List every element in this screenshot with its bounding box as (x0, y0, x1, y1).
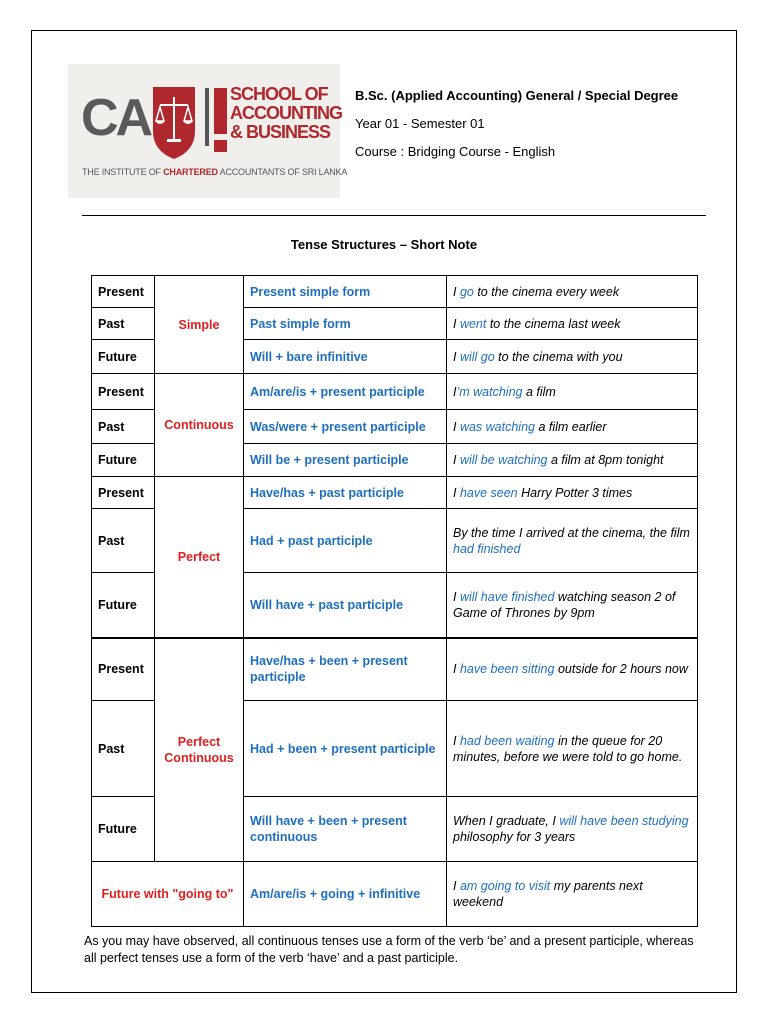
year-semester: Year 01 - Semester 01 (355, 116, 485, 131)
example-verb: will go (459, 349, 495, 364)
tense-table (91, 275, 698, 927)
example-text: in the queue for 20 minutes, before we were told to go home. (453, 733, 683, 764)
example-text: I (453, 879, 460, 893)
table-row (92, 276, 698, 308)
logo-divider (205, 88, 209, 146)
example-text: I (453, 733, 460, 748)
logo-tagline-post: ACCOUNTANTS OF SRI LANKA (217, 167, 348, 177)
form-cell: Am/are/is + present participle (244, 374, 447, 410)
form-cell: Will be + present participle (244, 444, 447, 477)
tense-cell: Present (92, 477, 155, 509)
example-cell (447, 276, 698, 308)
header-rule (82, 215, 706, 216)
example-text: By the time I arrived at the cinema, the film (453, 525, 690, 540)
example-text: a film at 8pm tonight (547, 453, 664, 467)
institute-logo (68, 64, 348, 198)
example-cell (447, 701, 698, 797)
example-text: a film earlier (535, 419, 607, 434)
example-cell (447, 797, 698, 862)
example-text: I (453, 419, 460, 434)
example-verb: go (459, 284, 474, 299)
example-text: watching season 2 of Game of Thrones by 9pm (453, 589, 676, 620)
example-cell (447, 410, 698, 444)
logo-tagline-highlight: CHARTERED (163, 167, 218, 177)
logo-tagline (82, 167, 347, 177)
example-text: my parents next weekend (453, 879, 643, 909)
example-cell (447, 444, 698, 477)
tense-cell: Present (92, 374, 155, 410)
example-text: I (453, 662, 460, 677)
example-text: I (453, 453, 460, 467)
form-cell: Am/are/is + going + infinitive (244, 862, 447, 927)
footer-note: As you may have observed, all continuous tenses use a form of the verb ‘be’ and a present participle, whereas all perfect tenses use a form of the verb ‘have’ and a past participle. (84, 934, 694, 965)
form-cell: Had + been + present participle (244, 701, 447, 797)
group-continuous: Continuous (155, 374, 244, 477)
tense-cell: Past (92, 701, 155, 797)
example-cell (447, 509, 698, 573)
logo-school-name (230, 85, 342, 142)
tense-cell: Past (92, 509, 155, 573)
form-cell: Present simple form (244, 276, 447, 308)
example-text: a film (522, 384, 556, 399)
logo-tagline-pre: THE INSTITUTE OF (82, 167, 164, 177)
example-cell (447, 573, 698, 638)
form-cell: Have/has + been + present participle (244, 638, 447, 701)
example-text: I (453, 485, 460, 500)
example-verb: was watching (459, 419, 535, 434)
tense-cell: Future (92, 573, 155, 638)
group-perfect: Perfect (155, 477, 244, 638)
example-text: I (453, 589, 460, 604)
example-text: Harry Potter 3 times (517, 485, 633, 500)
example-cell (447, 308, 698, 340)
example-text: philosophy for 3 years (453, 830, 576, 844)
example-text: I (453, 284, 460, 299)
example-text: I (453, 316, 460, 331)
example-text: When I graduate, I (453, 814, 560, 828)
group-perfect-continuous (155, 638, 244, 862)
tense-cell: Past (92, 308, 155, 340)
table-row (92, 862, 698, 927)
example-verb: have been sitting (459, 662, 555, 677)
group-simple: Simple (155, 276, 244, 374)
logo-school-line-1: SCHOOL OF (230, 84, 328, 104)
example-text: to the cinema with you (494, 349, 623, 364)
tense-cell: Future (92, 444, 155, 477)
example-cell (447, 638, 698, 701)
tense-cell: Future (92, 797, 155, 862)
example-verb: had finished (453, 541, 521, 556)
example-cell (447, 340, 698, 374)
tense-cell: Past (92, 410, 155, 444)
form-cell: Past simple form (244, 308, 447, 340)
degree-title: B.Sc. (Applied Accounting) General / Special Degree (355, 88, 679, 103)
example-text: outside for 2 hours now (554, 662, 688, 677)
form-cell: Had + past participle (244, 509, 447, 573)
example-cell (447, 374, 698, 410)
logo-ca-mark: CA (81, 89, 151, 147)
example-text: I (453, 349, 460, 364)
example-verb: had been waiting (459, 733, 555, 748)
form-cell: Will have + been + present continuous (244, 797, 447, 862)
logo-exclamation-dot (214, 140, 227, 152)
example-cell (447, 477, 698, 509)
example-cell (447, 862, 698, 927)
tense-cell: Present (92, 638, 155, 701)
tense-cell: Future (92, 340, 155, 374)
form-cell: Will have + past participle (244, 573, 447, 638)
group-perfect-continuous-line-1: Perfect (177, 734, 221, 749)
group-future-going-to: Future with "going to" (92, 862, 244, 927)
course-name: Course : Bridging Course - English (355, 144, 556, 159)
form-cell: Was/were + present participle (244, 410, 447, 444)
example-text: to the cinema last week (486, 316, 621, 331)
logo-exclamation-bar (214, 88, 227, 134)
example-verb: went (459, 316, 487, 331)
example-verb: will have finished (459, 589, 555, 604)
example-verb: will be watching (459, 453, 548, 467)
example-verb: have seen (459, 485, 518, 500)
group-perfect-continuous-line-2: Continuous (164, 750, 234, 765)
logo-school-line-2: ACCOUNTING (230, 103, 342, 123)
example-verb: will have been studying (559, 814, 689, 828)
logo-school-line-3: & BUSINESS (230, 122, 331, 142)
example-verb: am going to visit (459, 879, 551, 893)
example-text: to the cinema every week (473, 284, 620, 299)
table-row (92, 374, 698, 410)
table-row (92, 638, 698, 701)
tense-cell: Present (92, 276, 155, 308)
example-text: I (453, 384, 457, 399)
example-verb: ’m watching (456, 384, 523, 399)
form-cell: Will + bare infinitive (244, 340, 447, 374)
page-title: Tense Structures – Short Note (290, 237, 478, 252)
form-cell: Have/has + past participle (244, 477, 447, 509)
table-row (92, 477, 698, 509)
scales-of-justice-icon (149, 85, 199, 161)
